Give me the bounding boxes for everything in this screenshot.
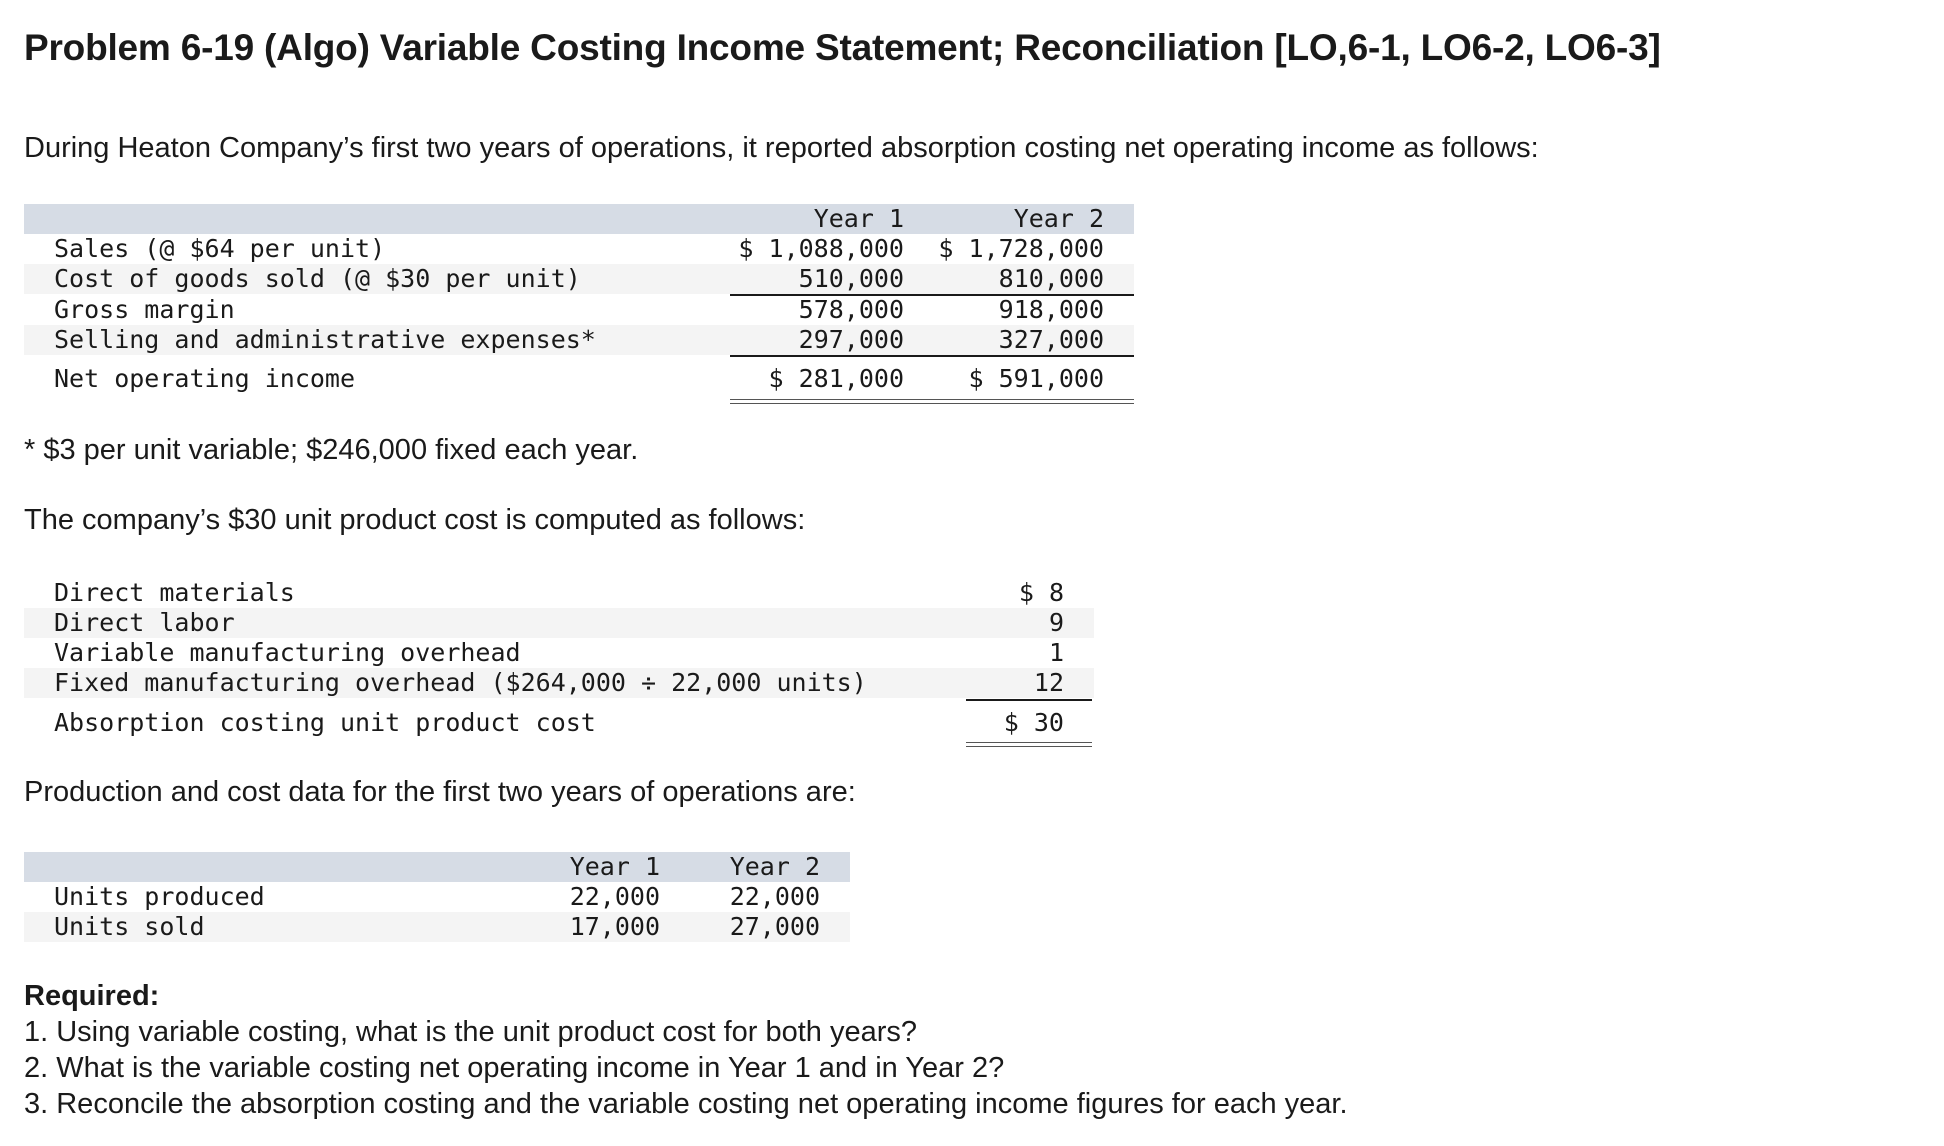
row-value-year-1: 17,000 — [569, 912, 660, 941]
header-year-2: Year 2 — [1013, 204, 1104, 233]
row-label: Sales (@ $64 per unit) — [54, 234, 386, 263]
table-row — [24, 708, 1094, 738]
production-table-header — [24, 852, 850, 882]
required-item-1: 1. Using variable costing, what is the unit product cost for both years? — [24, 1016, 918, 1048]
required-item-2: 2. What is the variable costing net operating income in Year 1 and in Year 2? — [24, 1052, 1005, 1084]
row-value: 1 — [1048, 638, 1064, 667]
table-row — [24, 295, 1134, 325]
production-table — [24, 852, 850, 942]
row-value-year-1: $ 1,088,000 — [738, 234, 904, 263]
row-label: Units sold — [54, 912, 205, 941]
table-row — [24, 364, 1134, 394]
row-value-year-2: 27,000 — [729, 912, 820, 941]
subtotal-rule — [730, 355, 1134, 357]
subtotal-rule — [966, 699, 1092, 701]
table-row — [24, 668, 1094, 698]
row-label: Fixed manufacturing overhead ($264,000 ÷ 22,000 units) — [54, 668, 867, 697]
table-row — [24, 325, 1134, 355]
row-value-year-2: $ 1,728,000 — [938, 234, 1104, 263]
row-label: Selling and administrative expenses* — [54, 325, 596, 354]
table-row — [24, 912, 850, 942]
row-value: 12 — [1033, 668, 1064, 697]
income-table-header — [24, 204, 1134, 234]
row-label: Gross margin — [54, 295, 235, 324]
row-value: $ 8 — [1018, 578, 1064, 607]
row-value-year-2: 22,000 — [729, 882, 820, 911]
row-value: 9 — [1048, 608, 1064, 637]
footnote: * $3 per unit variable; $246,000 fixed each year. — [24, 434, 639, 466]
required-heading: Required: — [24, 980, 160, 1012]
row-label: Cost of goods sold (@ $30 per unit) — [54, 264, 581, 293]
table-row — [24, 578, 1094, 608]
row-value-year-2: 918,000 — [998, 295, 1104, 324]
row-label: Absorption costing unit product cost — [54, 708, 596, 737]
intro-text: During Heaton Company’s first two years of operations, it reported absorption costing net operating income as follows: — [24, 132, 1539, 164]
header-year-1: Year 1 — [813, 204, 904, 233]
table-row — [24, 234, 1134, 264]
row-label: Net operating income — [54, 364, 356, 393]
row-value-year-2: $ 591,000 — [968, 364, 1104, 393]
table-row — [24, 638, 1094, 668]
total-double-rule — [966, 742, 1092, 747]
row-label: Variable manufacturing overhead — [54, 638, 521, 667]
row-value-year-1: 510,000 — [798, 264, 904, 293]
header-year-2: Year 2 — [729, 852, 820, 881]
row-label: Units produced — [54, 882, 265, 911]
table-row — [24, 264, 1134, 294]
row-value-year-1: 578,000 — [798, 295, 904, 324]
table-row — [24, 608, 1094, 638]
production-intro: Production and cost data for the first two years of operations are: — [24, 776, 856, 808]
row-value: $ 30 — [1003, 708, 1064, 737]
row-label: Direct materials — [54, 578, 295, 607]
row-value-year-1: 297,000 — [798, 325, 904, 354]
row-value-year-1: $ 281,000 — [768, 364, 904, 393]
required-item-3: 3. Reconcile the absorption costing and the variable costing net operating income figures for each year. — [24, 1088, 1348, 1120]
page-title: Problem 6-19 (Algo) Variable Costing Income Statement; Reconciliation [LO,6-1, LO6-2, LO6-3] — [24, 27, 1661, 68]
row-value-year-2: 810,000 — [998, 264, 1104, 293]
row-value-year-2: 327,000 — [998, 325, 1104, 354]
table-row — [24, 882, 850, 912]
row-value-year-1: 22,000 — [569, 882, 660, 911]
header-year-1: Year 1 — [569, 852, 660, 881]
unit-cost-table — [24, 578, 1094, 748]
unit-cost-intro: The company’s $30 unit product cost is computed as follows: — [24, 504, 806, 536]
total-double-rule — [730, 399, 1134, 404]
row-label: Direct labor — [54, 608, 235, 637]
income-statement-table — [24, 204, 1134, 414]
